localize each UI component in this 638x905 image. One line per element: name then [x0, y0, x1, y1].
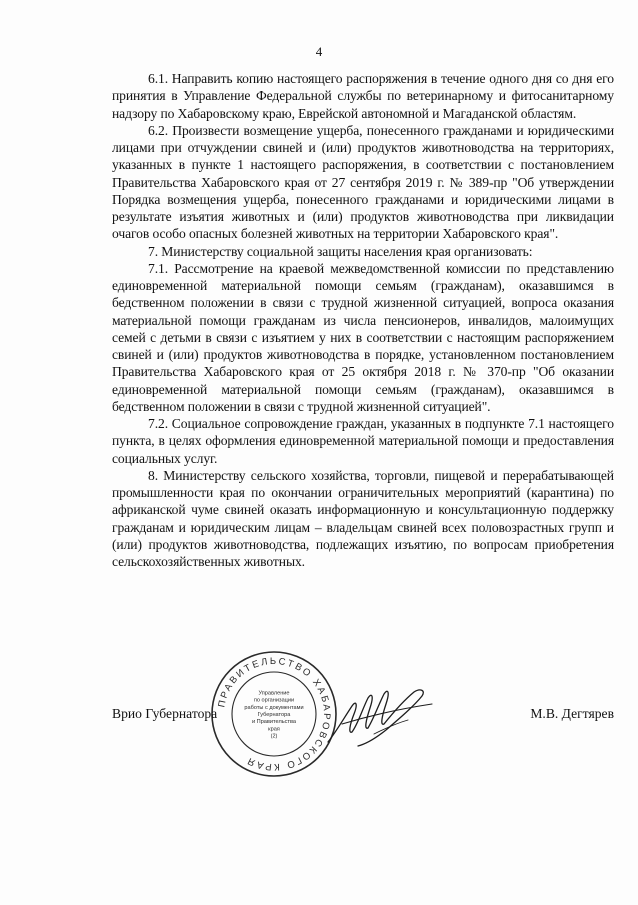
paragraph-7-1: 7.1. Рассмотрение на краевой межведомственной комиссии по представлению единовременной материальной помощи семьям (гражданам), оказавшимся в бедственном положении в связи с трудной жизненной ситуацией, вопроса оказания материальной помощи гражданам из числа пенсионеров, инвалидов, малоимущих семей с детьми в связи с изъятием у них в соответствии с настоящим распоряжением свиней и (или) продуктов животноводства в порядке, установленном постановлением Правительства Хабаровского края от 25 октября 2018 г. № 370-пр "Об оказании единовременной материальной помощи семьям (гражданам), оказавшимся в бедственном положении в связи с трудной жизненной ситуацией".: [112, 260, 614, 414]
signature-block: [112, 706, 614, 728]
stamp-center-line: Губернатора: [257, 712, 291, 718]
stamp-ring-text: ПРАВИТЕЛЬСТВО ХАБАРОВСКОГО КРАЯ: [216, 655, 333, 773]
paragraph-7: 7. Министерству социальной защиты населения края организовать:: [148, 243, 533, 259]
paragraph-6-2: 6.2. Произвести возмещение ущерба, понесенного гражданами и юридическими лицами при отчуждении свиней и (или) продуктов животноводства на территориях, указанных в пункте 1 настоящего распоряжения, в соответствии с постановлением Правительства Хабаровского края от 27 сентября 2019 г. № 389-пр "Об утверждении Порядка возмещения ущерба, понесенного гражданами и юридическими лицами в результате изъятия животных и (или) продуктов животноводства при ликвидации очагов особо опасных болезней животных на территории Хабаровского края".: [112, 122, 614, 242]
paragraph-8: 8. Министерству сельского хозяйства, торговли, пищевой и перерабатывающей промышленности края по окончании ограничительных мероприятий (карантина) по африканской чуме свиней оказать информационную и консультационную поддержку гражданам и юридическим лицам – владельцам свиней всех половозрастных групп и (или) продуктов животноводства, подлежащих изъятию, по вопросам приобретения сельскохозяйственных животных.: [112, 467, 614, 569]
stamp-center-line: и Правительства: [252, 719, 296, 726]
signer-name: М.В. Дегтярев: [530, 706, 614, 721]
stamp-center-line: работы с документами: [244, 704, 304, 711]
document-body: [112, 70, 614, 570]
paragraph-6-1: 6.1. Направить копию настоящего распоряжения в течение одного дня со дня его принятия в Управление Федеральной службы по ветеринарному и фитосанитарному надзору по Хабаровскому краю, Еврейской автономной и Магаданской областям.: [112, 71, 614, 121]
stamp-center-line: по организации: [253, 697, 295, 704]
stamp-center-line: (2): [270, 733, 278, 740]
stamp-center-line: Управление: [258, 690, 290, 697]
signer-title: Врио Губернатора: [112, 706, 218, 721]
page-number: 4: [315, 44, 323, 59]
stamp-center-line: края: [268, 726, 280, 733]
paragraph-7-2: 7.2. Социальное сопровождение граждан, указанных в подпункте 7.1 настоящего пункта, в целях оформления единовременной материальной помощи и предоставления социальных услуг.: [112, 416, 614, 466]
